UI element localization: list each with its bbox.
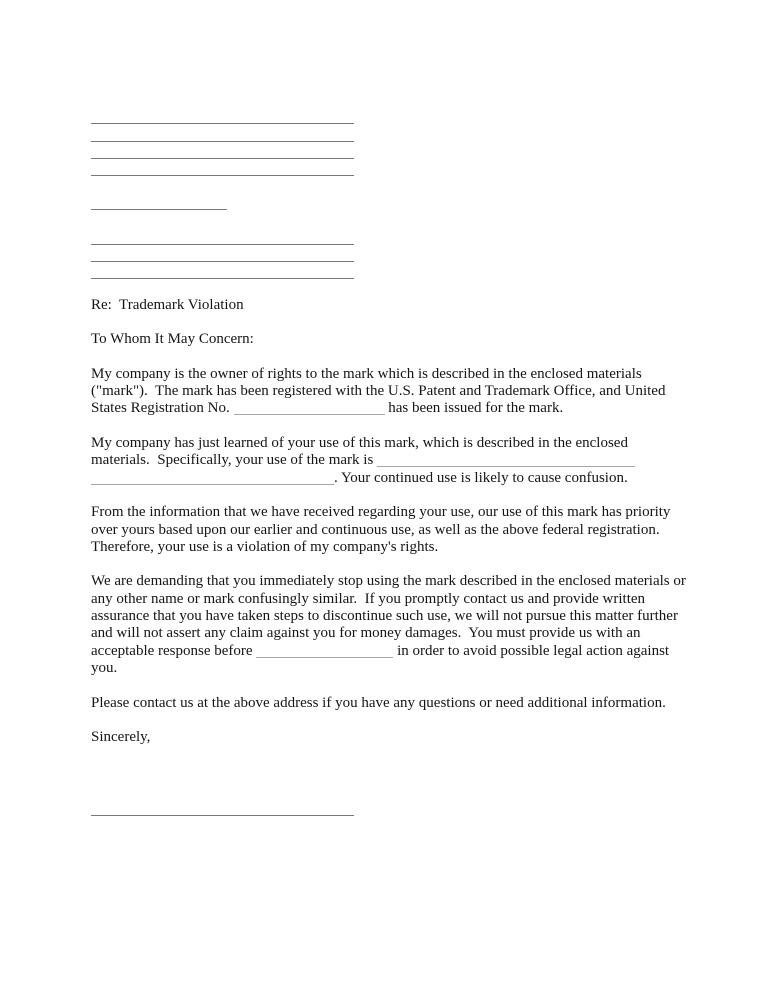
registration-number-blank xyxy=(234,401,385,415)
closing: Sincerely, xyxy=(91,729,151,746)
sender-address-blank-line xyxy=(91,107,354,124)
paragraph-text: . Your continued use is likely to cause confusion. xyxy=(334,469,628,486)
paragraph-text: My company is the owner of rights to the mark which is described in the enclosed materials ("mark"). The mark has been registered with the U.S. Patent and Trademark Office, and United States Registration No. xyxy=(91,365,670,417)
paragraph-text: We are demanding that you immediately stop using the mark described in the enclosed materials or any other name or mark confusingly similar. If you promptly contact us and provide written assurance that you have taken steps to discontinue such use, we will not pursue this matter further and will not assert any claim against you for money damages. You must provide us with an acceptable response before xyxy=(91,573,690,659)
response-deadline-blank xyxy=(256,644,393,658)
spacer xyxy=(91,210,686,227)
paragraph-priority: From the information that we have received regarding your use, our use of this mark has priority over yours based upon our earlier and continuous use, as well as the above federal registration. Therefore, your use is a violation of my company's rights. xyxy=(91,504,675,555)
signature-blank-line xyxy=(91,798,354,815)
paragraph-text: in order to avoid possible legal action against you. xyxy=(91,642,673,676)
paragraph-contact: Please contact us at the above address if you have any questions or need additional information. xyxy=(91,694,666,711)
sender-address-blank-line xyxy=(91,142,354,159)
spacer xyxy=(91,176,686,193)
salutation: To Whom It May Concern: xyxy=(91,331,254,348)
paragraph-notice-of-use xyxy=(91,435,686,487)
recipient-address-blank-line xyxy=(91,227,354,244)
date-blank-line xyxy=(91,193,227,210)
paragraph-text: My company has just learned of your use of this mark, which is described in the enclosed materials. Specifically, your use of the mark is xyxy=(91,435,632,469)
mark-use-description-blank xyxy=(377,453,635,467)
sender-address-blank-line xyxy=(91,159,354,176)
paragraph-ownership xyxy=(91,366,686,418)
sender-address-blank-line xyxy=(91,124,354,141)
paragraph-demand xyxy=(91,573,690,677)
recipient-address-blank-line xyxy=(91,262,354,279)
recipient-address-blank-line xyxy=(91,245,354,262)
mark-use-description-blank-continued xyxy=(91,471,334,485)
subject-line: Re: Trademark Violation xyxy=(91,296,244,313)
paragraph-text: has been issued for the mark. xyxy=(384,400,564,417)
